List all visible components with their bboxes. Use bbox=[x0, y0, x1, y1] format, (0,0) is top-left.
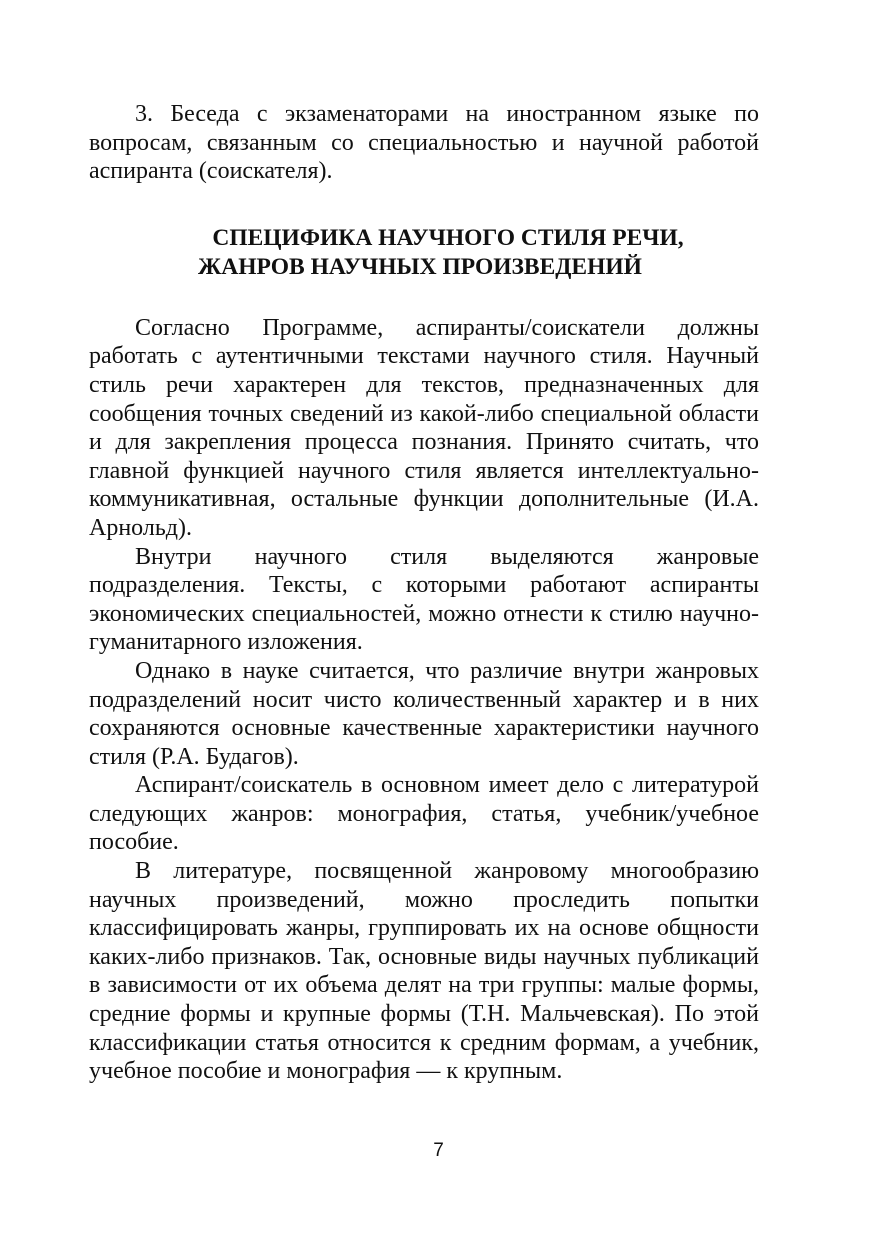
body-paragraph-5: В литературе, посвященной жанровому многообразию научных произведений, можно проследить попытки классифицировать жанры, группировать их на основе общности каких-либо признаков. Так, основные виды научных публикаций в зависимости от их объема делят на три группы: малые формы, средние формы и крупные формы (Т.Н. Мальчевская). По этой классификации статья относится к средним формам, а учебник, учебное пособие и монография — к крупным. bbox=[89, 858, 759, 1085]
intro-paragraph: 3. Беседа с экзаменаторами на иностранном языке по вопросам, связанным со специальностью и научной работой аспиранта (соискателя). bbox=[89, 101, 759, 185]
page-content bbox=[89, 100, 759, 1086]
body-paragraph-3: Однако в науке считается, что различие внутри жанровых подразделений носит чисто количественный характер и в них сохраняются основные качественные характеристики научного стиля (Р.А. Будагов). bbox=[89, 657, 759, 770]
body-paragraph-4: Аспирант/соискатель в основном имеет дело с литературой следующих жанров: монография, статья, учебник/учебное пособие. bbox=[89, 772, 759, 856]
section-heading-line-2: ЖАНРОВ НАУЧНЫХ ПРОИЗВЕДЕНИЙ bbox=[198, 253, 642, 280]
section-heading-line-1: СПЕЦИФИКА НАУЧНОГО СТИЛЯ РЕЧИ, bbox=[212, 224, 684, 251]
body-paragraph-2: Внутри научного стиля выделяются жанровые подразделения. Тексты, с которыми работают аспиранты экономических специальностей, можно отнести к стилю научно-гуманитарного изложения. bbox=[89, 543, 759, 656]
page-number: 7 bbox=[433, 1140, 444, 1161]
body-paragraph-1: Согласно Программе, аспиранты/соискатели должны работать с аутентичными текстами научного стиля. Научный стиль речи характерен для текстов, предназначенных для сообщения точных сведений из какой-либо специальной области и для закрепления процесса познания. Принято считать, что главной функцией научного стиля является интеллектуально-коммуникативная, остальные функции дополнительные (И.А. Арнольд). bbox=[89, 314, 759, 541]
section-heading bbox=[89, 224, 759, 282]
